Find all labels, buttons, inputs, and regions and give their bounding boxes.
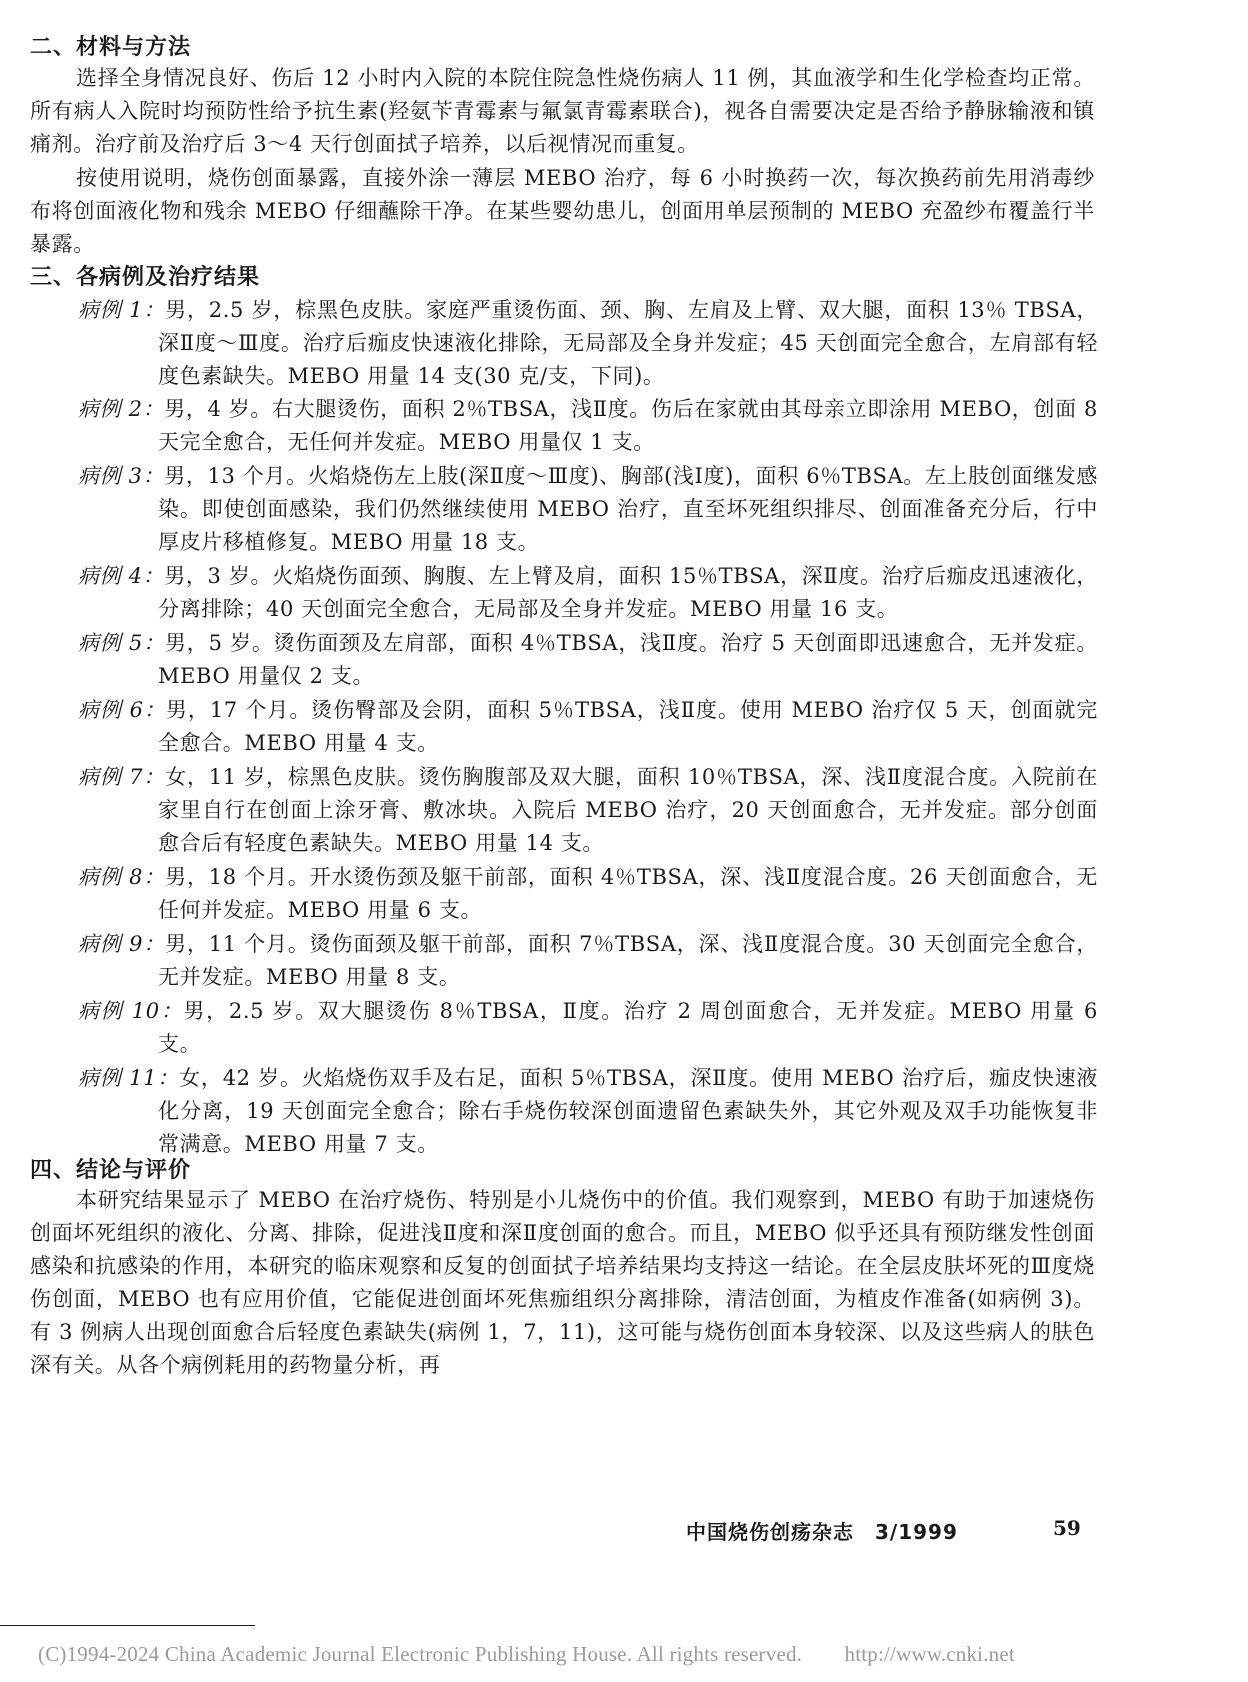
case-label: 病例 5： <box>78 631 166 655</box>
case-entry <box>78 393 1098 459</box>
case-text: 男，13 个月。火焰烧伤左上肢(深Ⅱ度～Ⅲ度)、胸部(浅Ⅰ度)，面积 6％TBSA。左上肢创面继发感染。即使创面感染，我们仍然继续使用 MEBO 治疗，直至坏死组织排尽、创面准备充分后，行中厚皮片移植修复。MEBO 用量 18 支。 <box>158 464 1098 554</box>
case-label: 病例 2： <box>78 397 165 421</box>
case-text: 男，3 岁。火焰烧伤面颈、胸腹、左上臂及肩，面积 15％TBSA，深Ⅱ度。治疗后痂皮迅速液化，分离排除；40 天创面完全愈合，无局部及全身并发症。MEBO 用量 16 支。 <box>158 564 1098 621</box>
case-text: 男，5 岁。烫伤面颈及左肩部，面积 4％TBSA，浅Ⅱ度。治疗 5 天创面即迅速愈合，无并发症。MEBO 用量仅 2 支。 <box>158 631 1098 688</box>
case-text: 男，18 个月。开水烫伤颈及躯干前部，面积 4％TBSA，深、浅Ⅱ度混合度。26 天创面愈合，无任何并发症。MEBO 用量 6 支。 <box>158 865 1098 922</box>
case-text: 男，11 个月。烫伤面颈及躯干前部，面积 7％TBSA，深、浅Ⅱ度混合度。30 天创面完全愈合，无并发症。MEBO 用量 8 支。 <box>158 932 1098 989</box>
case-label: 病例 6： <box>78 698 166 722</box>
case-entry <box>78 928 1098 994</box>
case-entry <box>78 560 1098 626</box>
methods-paragraph-1: 选择全身情况良好、伤后 12 小时内入院的本院住院急性烧伤病人 11 例，其血液学和生化学检查均正常。所有病人入院时均预防性给予抗生素(羟氨苄青霉素与氟氯青霉素联合)，视各自需要决定是否给予静脉输液和镇痛剂。治疗前及治疗后 3～4 天行创面拭子培养，以后视情况而重复。 <box>30 66 1095 156</box>
section-heading-cases: 三、各病例及治疗结果 <box>30 265 261 290</box>
case-text: 男，2.5 岁，棕黑色皮肤。家庭严重烫伤面、颈、胸、左肩及上臂、双大腿，面积 13％ TBSA，深Ⅱ度～Ⅲ度。治疗后痂皮快速液化排除，无局部及全身并发症；45 天创面完全愈合，左肩部有轻度色素缺失。MEBO 用量 14 支(30 克/支，下同)。 <box>158 298 1098 388</box>
case-label: 病例 9： <box>78 932 166 956</box>
copyright-notice: (C)1994-2024 China Academic Journal Electronic Publishing House. All rights reserved. http://www.cnki.net <box>38 1642 1015 1666</box>
section-heading-conclusion: 四、结论与评价 <box>30 1158 192 1183</box>
case-text: 女，11 岁，棕黑色皮肤。烫伤胸腹部及双大腿，面积 10％TBSA，深、浅Ⅱ度混合度。入院前在家里自行在创面上涂牙膏、敷冰块。入院后 MEBO 治疗，20 天创面愈合，无并发症。部分创面愈合后有轻度色素缺失。MEBO 用量 14 支。 <box>158 765 1098 855</box>
case-entry <box>78 627 1098 693</box>
case-entry <box>78 861 1098 927</box>
case-entry <box>78 1062 1098 1161</box>
case-entry <box>78 761 1098 860</box>
case-label: 病例 3： <box>78 464 165 488</box>
footnote-rule <box>0 1625 255 1626</box>
conclusion-paragraph: 本研究结果显示了 MEBO 在治疗烧伤、特别是小儿烧伤中的价值。我们观察到，MEBO 有助于加速烧伤创面坏死组织的液化、分离、排除，促进浅Ⅱ度和深Ⅱ度创面的愈合。而且，MEBO 似乎还具有预防继发性创面感染和抗感染的作用，本研究的临床观察和反复的创面拭子培养结果均支持这一结论。在全层皮肤坏死的Ⅲ度烧伤创面，MEBO 也有应用价值，它能促进创面坏死焦痂组织分离排除，清洁创面，为植皮作准备(如病例 3)。有 3 例病人出现创面愈合后轻度色素缺失(病例 1，7，11)，这可能与烧伤创面本身较深、以及这些病人的肤色深有关。从各个病例耗用的药物量分析，再 <box>30 1188 1095 1377</box>
case-label: 病例 7： <box>78 765 166 789</box>
case-label: 病例 11： <box>78 1066 180 1090</box>
case-label: 病例 1： <box>78 298 166 322</box>
journal-footer: 中国烧伤创疡杂志 3/1999 <box>686 1520 958 1544</box>
methods-paragraph-2: 按使用说明，烧伤创面暴露，直接外涂一薄层 MEBO 治疗，每 6 小时换药一次，每次换药前先用消毒纱布将创面液化物和残余 MEBO 仔细蘸除干净。在某些婴幼患儿，创面用单层预制的 MEBO 充盈纱布覆盖行半暴露。 <box>30 166 1095 256</box>
case-entry <box>78 694 1098 760</box>
case-entry <box>78 460 1098 559</box>
case-label: 病例 4： <box>78 564 165 588</box>
case-text: 男，2.5 岁。双大腿烫伤 8％TBSA，Ⅱ度。治疗 2 周创面愈合，无并发症。MEBO 用量 6 支。 <box>158 999 1098 1056</box>
case-entry <box>78 294 1098 393</box>
case-text: 男，17 个月。烫伤臀部及会阴，面积 5％TBSA，浅Ⅱ度。使用 MEBO 治疗仅 5 天，创面就完全愈合。MEBO 用量 4 支。 <box>158 698 1098 755</box>
page-number: 59 <box>1053 1516 1081 1540</box>
case-entry <box>78 995 1098 1061</box>
case-label: 病例 10： <box>78 999 184 1023</box>
case-text: 男，4 岁。右大腿烫伤，面积 2％TBSA，浅Ⅱ度。伤后在家就由其母亲立即涂用 MEBO，创面 8 天完全愈合，无任何并发症。MEBO 用量仅 1 支。 <box>158 397 1098 454</box>
case-text: 女，42 岁。火焰烧伤双手及右足，面积 5％TBSA，深Ⅱ度。使用 MEBO 治疗后，痂皮快速液化分离，19 天创面完全愈合；除右手烧伤较深创面遗留色素缺失外，其它外观及双手功能恢复非常满意。MEBO 用量 7 支。 <box>158 1066 1098 1156</box>
section-heading-methods: 二、材料与方法 <box>30 35 192 60</box>
case-label: 病例 8： <box>78 865 166 889</box>
